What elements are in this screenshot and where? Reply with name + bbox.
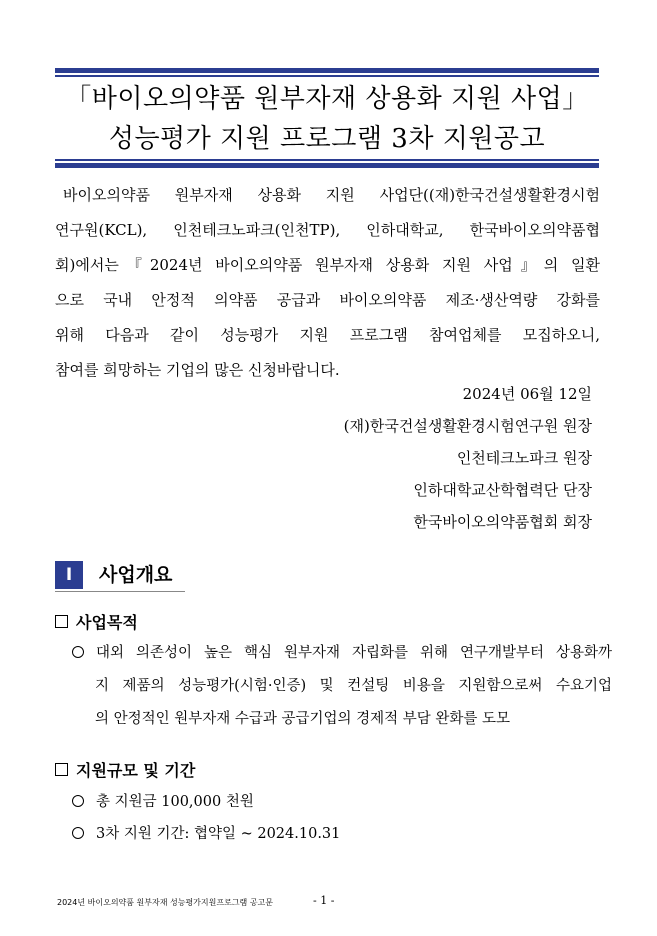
- intro-line: 참여를 희망하는 기업의 많은 신청바랍니다.: [55, 361, 340, 379]
- footer-page-number: - 1 -: [313, 894, 335, 907]
- announcement-date: 2024년 06월 12일: [462, 385, 592, 403]
- bullet-text: 3차 지원 기간: 협약일 ~ 2024.10.31: [96, 826, 341, 842]
- title-bottom-thin-rule: [55, 159, 599, 161]
- section-heading: [55, 561, 185, 589]
- circle-bullet-icon: [72, 827, 84, 839]
- subheading-scale: [55, 759, 195, 783]
- purpose-bullet: [72, 637, 612, 736]
- intro-line: 으로 국내 안정적 의약품 공급과 바이오의약품 제조·생산역량 강화를: [55, 291, 600, 309]
- signature-block: [344, 378, 592, 538]
- title-top-rule: [55, 68, 599, 73]
- circle-bullet-icon: [72, 646, 84, 658]
- bullet-continuation: 지 제품의 성능평가(시험·인증) 및 컨설팅 비용을 지원함으로써 수요기업: [95, 678, 612, 694]
- circle-bullet-icon: [72, 795, 84, 807]
- title-line-2: 성능평가 지원 프로그램 3차 지원공고: [108, 124, 546, 154]
- intro-line: 연구원(KCL), 인천테크노파크(인천TP), 인하대학교, 한국바이오의약품협: [55, 221, 600, 239]
- footer-document-name: 2024년 바이오의약품 원부자재 성능평가지원프로그램 공고문: [57, 898, 274, 907]
- intro-line: 회)에서는『2024년 바이오의약품 원부자재 상용화 지원 사업』의 일환: [55, 256, 600, 274]
- intro-paragraph: [55, 178, 600, 388]
- title-top-thin-rule: [55, 75, 599, 77]
- intro-line: 위해 다음과 같이 성능평가 지원 프로그램 참여업체를 모집하오니,: [55, 326, 600, 344]
- signatory-incheon-tp: 인천테크노파크 원장: [456, 449, 592, 467]
- title-box: [55, 68, 599, 168]
- bullet-text: 대외 의존성이 높은 핵심 원부자재 자립화를 위해 연구개발부터 상용화까: [96, 645, 612, 661]
- signatory-kcl: (재)한국건설생활환경시험연구원 원장: [343, 417, 592, 435]
- bullet-line: [72, 818, 612, 851]
- title-bottom-rule: [55, 163, 599, 168]
- signatory-kobia: 한국바이오의약품협회 회장: [413, 513, 592, 531]
- section-title: 사업개요: [99, 564, 173, 586]
- bullet-continuation: 의 안정적인 원부자재 수급과 공급기업의 경제적 부담 완화를 도모: [95, 711, 511, 727]
- bullet-line: [72, 786, 612, 819]
- subheading-text: 지원규모 및 기간: [76, 761, 196, 780]
- signatory-inha: 인하대학교산학협력단 단장: [413, 481, 592, 499]
- subheading-purpose: [55, 611, 138, 635]
- square-bullet-icon: [55, 763, 68, 776]
- title-line-1: 「바이오의약품 원부자재 상용화 지원 사업」: [65, 84, 589, 114]
- subheading-text: 사업목적: [76, 613, 138, 632]
- bullet-text: 총 지원금 100,000 천원: [96, 794, 254, 810]
- intro-line: 바이오의약품 원부자재 상용화 지원 사업단((재)한국건설생활환경시험: [63, 186, 600, 204]
- bullet-line: [72, 637, 612, 670]
- scale-bullet-period: [72, 818, 612, 851]
- square-bullet-icon: [55, 615, 68, 628]
- section-number-badge: Ⅰ: [55, 561, 83, 589]
- section-underline: [55, 591, 185, 592]
- scale-bullet-budget: [72, 786, 612, 819]
